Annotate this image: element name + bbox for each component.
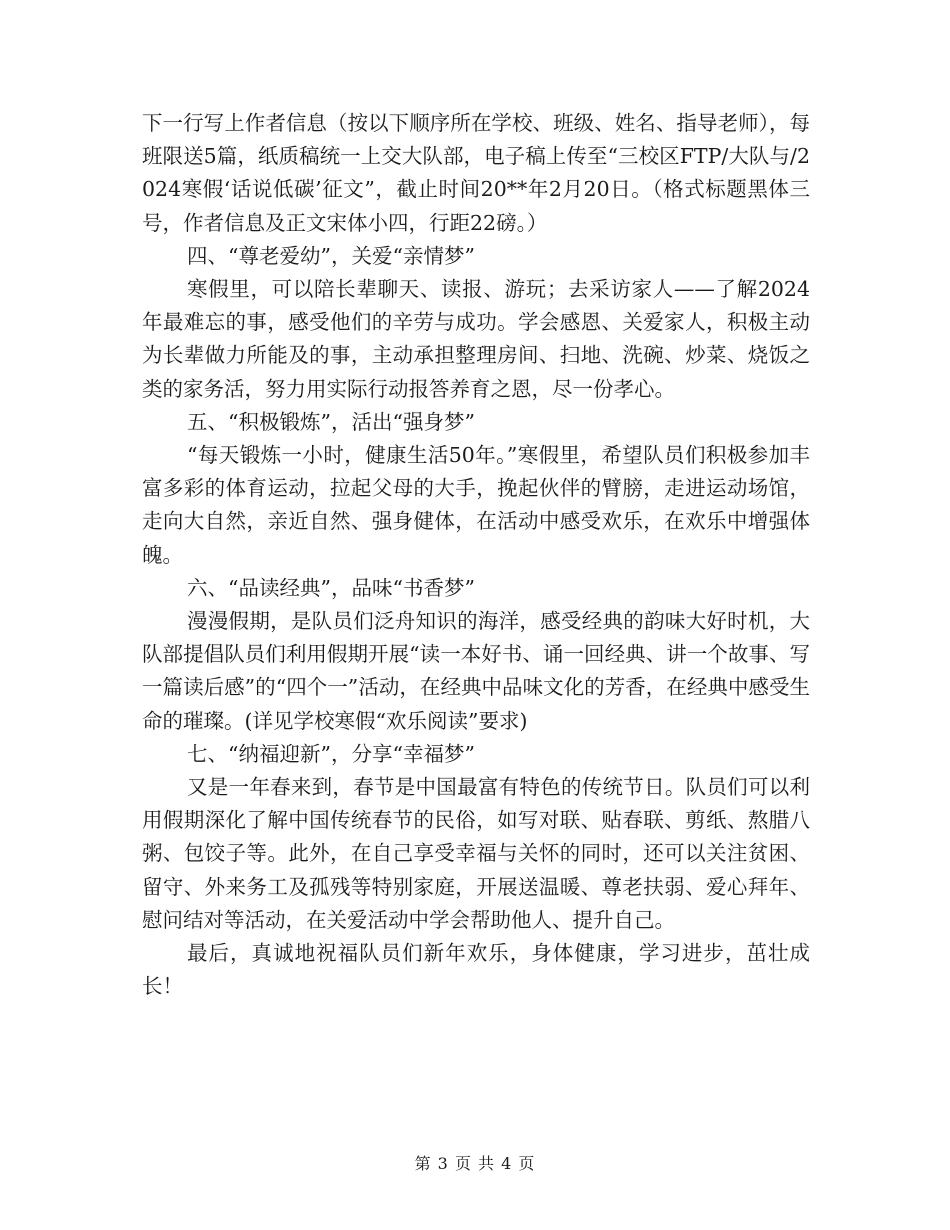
paragraph-exercise: “每天锻炼一小时，健康生活50年。”寒假里，希望队员们积极参加丰富多彩的体育运动，拉起父母的大手，挽起伙伴的臂膀，走进运动场馆，走向大自然，亲近自然、强身健体，在活动中感受欢乐，在欢乐中增强体魄。 — [142, 443, 810, 567]
heading-section-seven: 七、“纳福迎新”，分享“幸福梦” — [187, 741, 475, 766]
heading-section-six: 六、“品读经典”，品味“书香梦” — [187, 575, 475, 600]
paragraph-spring-festival: 又是一年春来到，春节是中国最富有特色的传统节日。队员们可以利用假期深化了解中国传统春节的民俗，如写对联、贴春联、剪纸、熬腊八粥、包饺子等。此外，在自己享受幸福与关怀的同时，还可以关注贫困、留守、外来务工及孤残等特别家庭，开展送温暖、尊老扶弱、爱心拜年、慰问结对等活动，在关爱活动中学会帮助他人、提升自己。 — [142, 775, 810, 932]
heading-section-five: 五、“积极锻炼”，活出“强身梦” — [187, 409, 475, 434]
page-number-footer: 第 3 页 共 4 页 — [414, 1154, 536, 1173]
paragraph-closing: 最后，真诚地祝福队员们新年欢乐，身体健康，学习进步，茁壮成长！ — [142, 941, 810, 999]
paragraph-family-love: 寒假里，可以陪长辈聊天、读报、游玩；去采访家人——了解2024年最难忘的事，感受他们的辛劳与成功。学会感恩、关爱家人，积极主动为长辈做力所能及的事，主动承担整理房间、扫地、洗碗、炒菜、烧饭之类的家务活，努力用实际行动报答养育之恩，尽一份孝心。 — [142, 277, 810, 401]
heading-section-four: 四、“尊老爱幼”，关爱“亲情梦” — [187, 243, 475, 268]
paragraph-author-info: 下一行写上作者信息（按以下顺序所在学校、班级、姓名、指导老师），每班限送5篇，纸质稿统一上交大队部，电子稿上传至“三校区FTP/大队与/2024寒假‘话说低碳’征文”，截止时间20**年2月20日。（格式标题黑体三号，作者信息及正文宋体小四，行距22磅。） — [142, 111, 810, 235]
document-body — [142, 107, 810, 1003]
paragraph-reading: 漫漫假期，是队员们泛舟知识的海洋，感受经典的韵味大好时机，大队部提倡队员们利用假期开展“读一本好书、诵一回经典、讲一个故事、写一篇读后感”的“四个一”活动，在经典中品味文化的芳香，在经典中感受生命的璀璨。(详见学校寒假“欢乐阅读”要求) — [142, 609, 810, 733]
